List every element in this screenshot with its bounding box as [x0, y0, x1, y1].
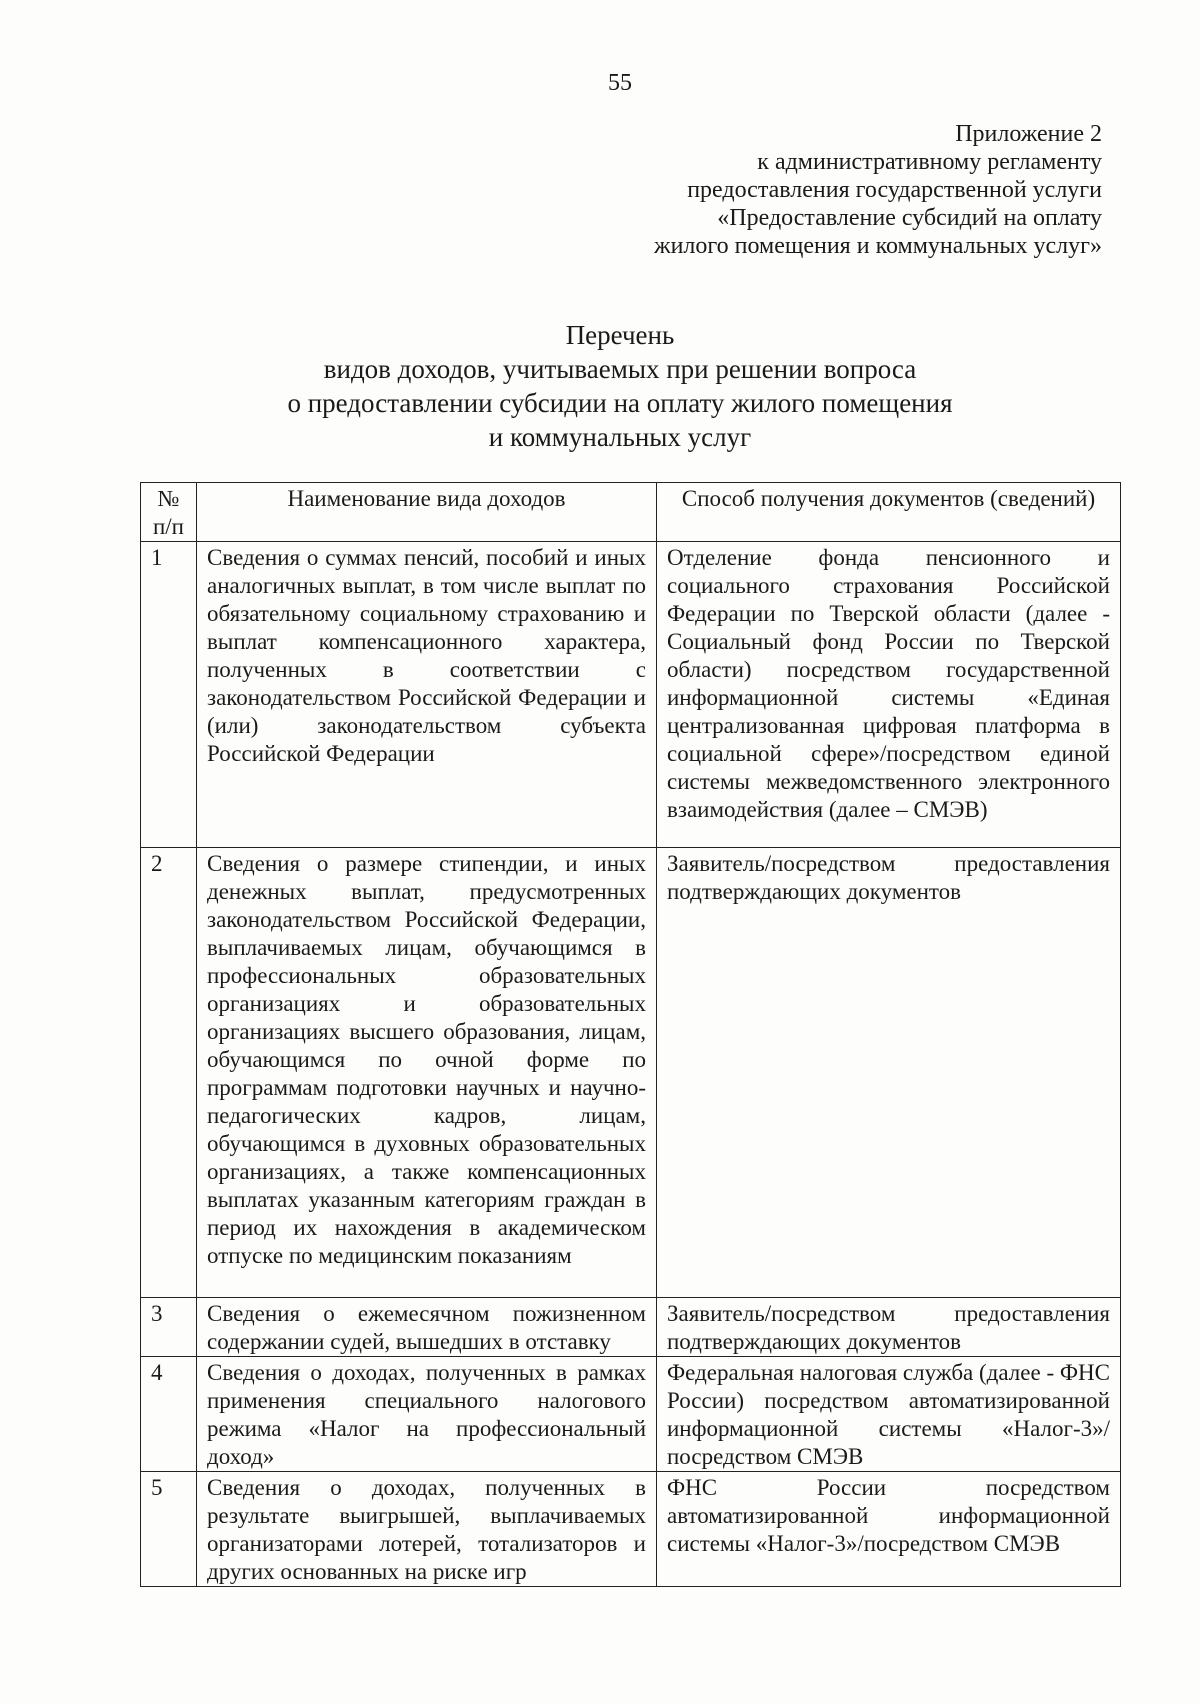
title-line: Перечень	[565, 320, 675, 350]
table-row	[141, 1357, 1121, 1472]
table-header-row	[141, 483, 1121, 542]
row-number: 2	[141, 848, 197, 1298]
appendix-line: к административному регламенту	[757, 149, 1102, 175]
header-income-name: Наименование вида доходов	[197, 483, 657, 542]
method-cell: Отделение фонда пенсионного и социального страхования Российской Федерации по Тверской области (далее - Социальный фонд России по Тверской области) посредством государственной информационной системы «Единая централизованная цифровая платформа в социальной сфере»/посредством единой системы межведомственного электронного взаимодействия (далее – СМЭВ)	[657, 542, 1121, 848]
method-cell: Заявитель/посредством предоставления подтверждающих документов	[657, 848, 1121, 1298]
table-row	[141, 542, 1121, 848]
method-cell: ФНС России посредством автоматизированной информационной системы «Налог-3»/посредством СМЭВ	[657, 1472, 1121, 1587]
income-types-table	[140, 482, 1121, 1587]
income-name-cell: Сведения о размере стипендии, и иных денежных выплат, предусмотренных законодательством Российской Федерации, выплачиваемых лицам, обучающимся в профессиональных образовательных организациях и образовательных организациях высшего образования, лицам, обучающимся по очной форме по программам подготовки научных и научно-педагогических кадров, лицам, обучающимся в духовных образовательных организациях, а также компенсационных выплатах указанным категориям граждан в период их нахождения в академическом отпуске по медицинским показаниям	[197, 848, 657, 1298]
income-name-cell: Сведения о ежемесячном пожизненном содержании судей, вышедших в отставку	[197, 1298, 657, 1357]
page-number: 55	[608, 70, 632, 96]
method-cell: Заявитель/посредством предоставления подтверждающих документов	[657, 1298, 1121, 1357]
income-name-cell: Сведения о доходах, полученных в результате выигрышей, выплачиваемых организаторами лотерей, тотализаторов и других основанных на риске игр	[197, 1472, 657, 1587]
table-row	[141, 848, 1121, 1298]
document-title	[0, 318, 1200, 454]
income-name-cell: Сведения о суммах пенсий, пособий и иных аналогичных выплат, в том числе выплат по обязательному социальному страхованию и выплат компенсационного характера, полученных в соответствии с законодательством Российской Федерации и (или) законодательством субъекта Российской Федерации	[197, 542, 657, 848]
appendix-line: «Предоставление субсидий на оплату	[717, 205, 1102, 231]
row-number: 4	[141, 1357, 197, 1472]
row-number: 5	[141, 1472, 197, 1587]
appendix-line: Приложение 2	[955, 121, 1102, 147]
header-number: № п/п	[141, 483, 197, 542]
header-method: Способ получения документов (сведений)	[657, 483, 1121, 542]
appendix-line: жилого помещения и коммунальных услуг»	[653, 233, 1102, 259]
title-line: о предоставлении субсидии на оплату жилого помещения	[287, 388, 953, 418]
method-cell: Федеральная налоговая служба (далее - ФНС России) посредством автоматизированной информационной системы «Налог-3»/посредством СМЭВ	[657, 1357, 1121, 1472]
title-line: видов доходов, учитываемых при решении вопроса	[323, 354, 917, 384]
table-row	[141, 1298, 1121, 1357]
row-number: 1	[141, 542, 197, 848]
table-row	[141, 1472, 1121, 1587]
appendix-line: предоставления государственной услуги	[687, 177, 1102, 203]
title-line: и коммунальных услуг	[488, 422, 752, 452]
income-name-cell: Сведения о доходах, полученных в рамках применения специального налогового режима «Налог на профессиональный доход»	[197, 1357, 657, 1472]
row-number: 3	[141, 1298, 197, 1357]
appendix-reference	[654, 120, 1102, 260]
